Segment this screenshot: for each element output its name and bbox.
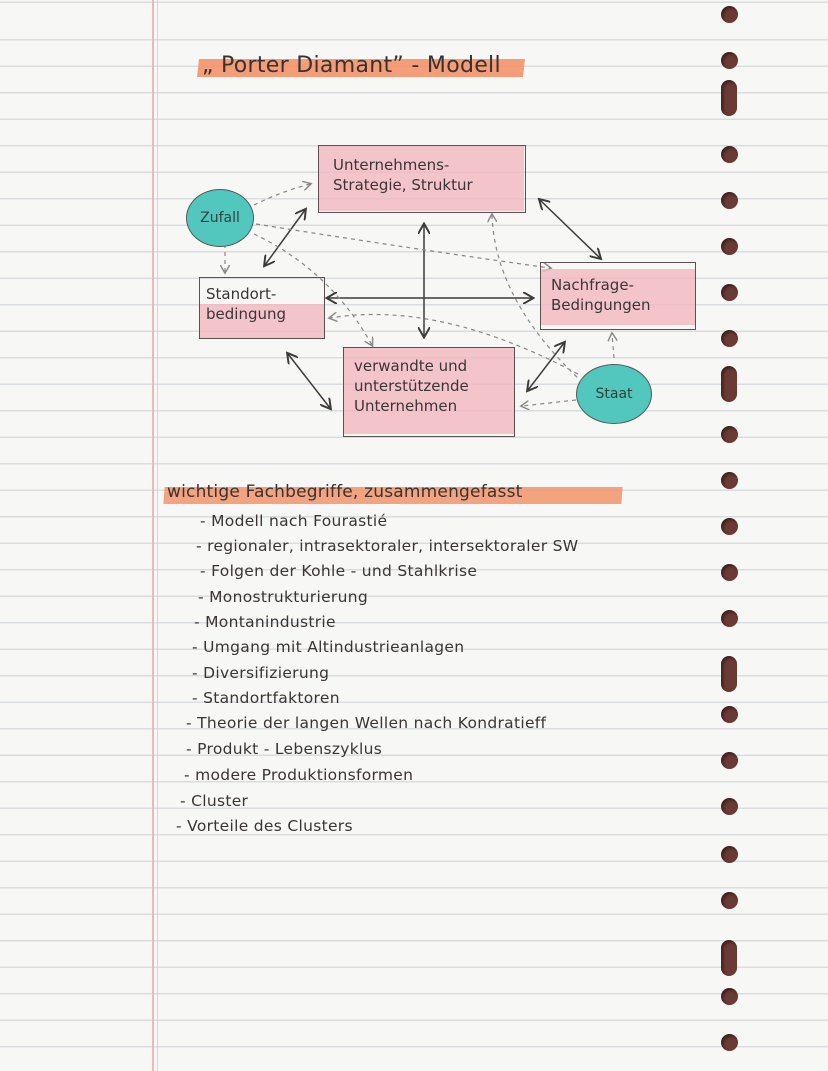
box-verwandte-line3: Unternehmen bbox=[354, 397, 458, 415]
list-item: - Produkt - Lebenszyklus bbox=[186, 740, 383, 758]
list-item: - regionaler, intrasektoraler, intersektoraler SW bbox=[196, 537, 579, 555]
box-nachfrage-line1: Nachfrage- bbox=[551, 276, 634, 294]
circle-zufall-label: Zufall bbox=[200, 210, 240, 226]
list-item: - Modell nach Fourastié bbox=[200, 512, 388, 530]
arrow-strategie-standort bbox=[265, 210, 305, 265]
page-title-text: „ Porter Diamant” - Modell bbox=[202, 53, 501, 78]
list-item: - Monostrukturierung bbox=[198, 588, 368, 606]
box-standortbedingung bbox=[199, 277, 325, 339]
box-standort-line2: bedingung bbox=[206, 305, 287, 323]
list-item: - Umgang mit Altindustrieanlagen bbox=[192, 638, 465, 656]
arrow-verwandte-nachfrage bbox=[528, 343, 564, 390]
list-item: - Theorie der langen Wellen nach Kondratieff bbox=[186, 714, 547, 732]
box-verwandte-line1: verwandte und bbox=[354, 357, 468, 375]
box-verwandte-line2: unterstützende bbox=[354, 377, 469, 395]
list-item: - Diversifizierung bbox=[192, 664, 330, 682]
box-strategie-line1: Unternehmens- bbox=[333, 156, 450, 174]
box-verwandte-unternehmen bbox=[343, 347, 515, 437]
arrow-strategie-nachfrage bbox=[540, 200, 600, 258]
list-item: - Cluster bbox=[180, 792, 249, 810]
section-heading-text: wichtige Fachbegriffe, zusammengefasst bbox=[167, 482, 523, 502]
list-item: - Vorteile des Clusters bbox=[176, 817, 353, 835]
arrow-standort-verwandte bbox=[288, 354, 330, 408]
dashed-arrow-zufall-strategie bbox=[254, 184, 310, 205]
box-nachfrage-line2: Bedingungen bbox=[551, 296, 651, 314]
circle-staat bbox=[576, 364, 652, 424]
list-item: - Montanindustrie bbox=[194, 613, 336, 631]
circle-staat-label: Staat bbox=[595, 386, 633, 402]
box-unternehmensstrategie bbox=[318, 145, 526, 213]
box-nachfragebedingungen bbox=[540, 262, 696, 330]
box-strategie-line2: Strategie, Struktur bbox=[333, 176, 473, 194]
section-heading bbox=[164, 482, 624, 510]
dashed-arrow-staat-verwandte bbox=[522, 400, 576, 406]
list-item: - Standortfaktoren bbox=[192, 689, 340, 707]
dashed-arrow-zufall-nachfrage bbox=[256, 224, 550, 268]
list-item: - modere Produktionsformen bbox=[184, 766, 414, 784]
list-item: - Folgen der Kohle - und Stahlkrise bbox=[200, 562, 478, 580]
box-standort-line1: Standort- bbox=[206, 285, 277, 303]
circle-zufall bbox=[186, 189, 254, 247]
dashed-arrow-staat-nachfrage bbox=[612, 334, 614, 358]
